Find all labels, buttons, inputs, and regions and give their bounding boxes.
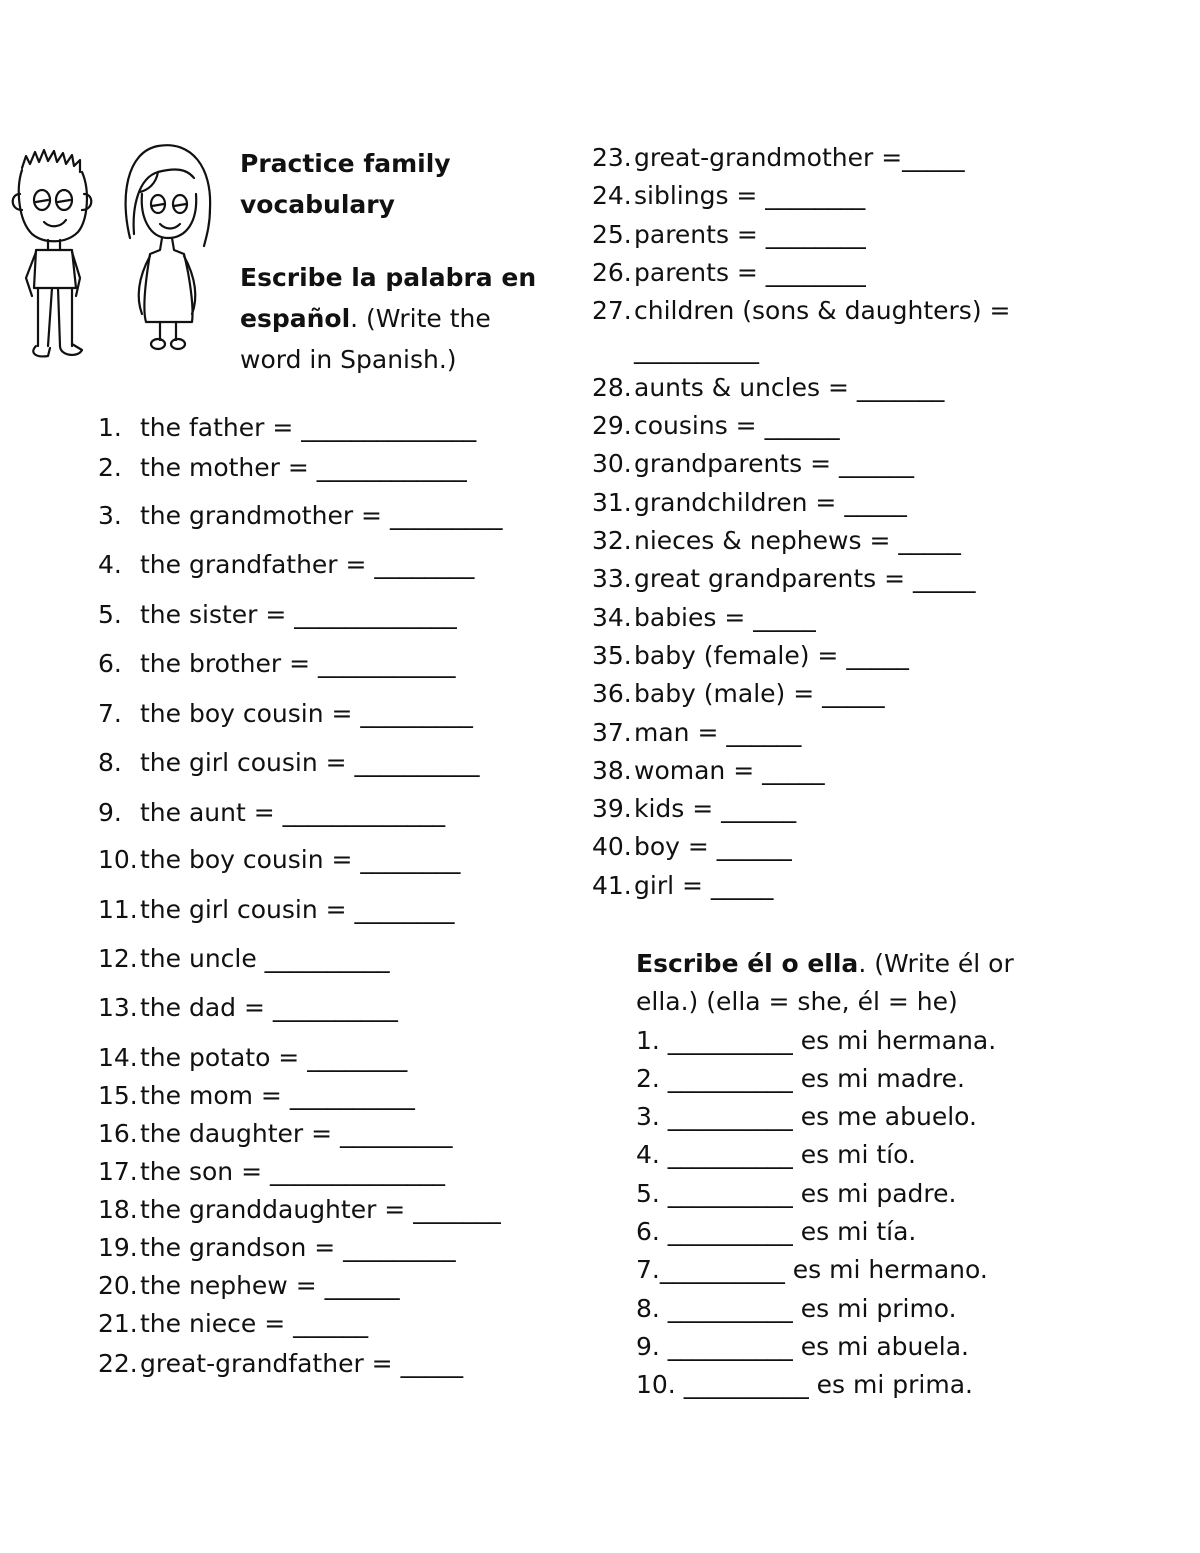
vocab-item [592,335,759,364]
vocab-item [98,1309,368,1338]
sentence-list [636,1022,1056,1405]
vocab-item [98,699,473,728]
vocab-item [98,1195,501,1224]
sentence-item: 9. __________ es mi abuela. [636,1331,969,1361]
item-number: 41. [592,871,632,900]
vocab-item [98,748,480,777]
item-text: the sister = _____________ [140,600,457,629]
vocab-item [98,944,390,973]
item-text: the grandmother = _________ [140,501,503,530]
item-number: 30. [592,449,632,478]
item-text: the granddaughter = _______ [140,1195,501,1224]
item-text: the mom = __________ [140,1081,415,1110]
item-number: 4. [98,550,122,579]
item-number: 2. [98,453,122,482]
sentence-item: 8. __________ es mi primo. [636,1293,957,1323]
item-text: the girl cousin = ________ [140,895,455,924]
item-number: 14. [98,1043,138,1072]
item-text: the brother = ___________ [140,649,456,678]
item-text: man = ______ [634,718,802,747]
vocab-item [592,603,816,632]
sentence-item: 3. __________ es me abuelo. [636,1102,977,1132]
item-text: the aunt = _____________ [140,798,446,827]
item-text: the uncle __________ [140,944,390,973]
vocab-item [98,845,460,874]
item-number: 36. [592,679,632,708]
item-number: 13. [98,993,138,1022]
item-text: grandchildren = _____ [634,488,907,517]
item-text: the daughter = _________ [140,1119,453,1148]
item-number: 3. [98,501,122,530]
item-text: nieces & nephews = _____ [634,526,961,555]
item-number: 25. [592,220,632,249]
vocab-item [98,413,476,442]
item-text: cousins = ______ [634,411,840,440]
item-number: 12. [98,944,138,973]
item-text: girl = _____ [634,871,774,900]
item-text: great-grandmother =_____ [634,143,965,172]
item-text: __________ [634,335,759,364]
vocab-item [592,296,1010,325]
item-text: baby (male) = _____ [634,679,885,708]
vocab-list-left [98,413,568,1393]
item-text: babies = _____ [634,603,816,632]
item-number: 40. [592,832,632,861]
instruction-line-1: Escribe la palabra en [240,263,537,292]
vocab-item [98,1233,456,1262]
item-number: 23. [592,143,632,172]
item-number: 33. [592,564,632,593]
item-text: the dad = __________ [140,993,398,1022]
instruction-bold-word: español [240,304,351,333]
vocab-item [98,600,457,629]
item-number: 7. [98,699,122,728]
item-text: the boy cousin = _________ [140,699,473,728]
sentence-item: 2. __________ es mi madre. [636,1063,965,1093]
item-number: 35. [592,641,632,670]
instruction-rest: . (Write the [350,304,491,333]
item-number: 38. [592,756,632,785]
item-number: 8. [98,748,122,777]
item-number: 29. [592,411,632,440]
vocab-item [592,794,796,823]
section2-title-rest: . (Write él or [858,949,1014,978]
vocab-item [592,411,840,440]
sentence-item: 10. __________ es mi prima. [636,1370,973,1400]
vocab-item [592,679,885,708]
item-number: 16. [98,1119,138,1148]
item-number: 18. [98,1195,138,1224]
item-text: woman = _____ [634,756,825,785]
vocab-item [98,1119,453,1148]
item-text: the nephew = ______ [140,1271,400,1300]
vocab-item [592,526,961,555]
item-text: the son = ______________ [140,1157,445,1186]
item-number: 24. [592,181,632,210]
vocab-item [98,649,456,678]
item-text: the niece = ______ [140,1309,369,1338]
vocab-item [98,1043,407,1072]
vocab-item [592,143,965,172]
item-text: parents = ________ [634,220,866,249]
vocab-item [592,832,792,861]
item-number: 37. [592,718,632,747]
vocab-item [592,756,825,785]
item-number: 1. [98,413,122,442]
item-number: 17. [98,1157,138,1186]
item-number [592,335,634,364]
item-number: 22. [98,1349,138,1378]
vocab-item [592,220,866,249]
vocab-item [592,373,944,402]
item-text: great-grandfather = _____ [140,1349,464,1378]
vocab-item [98,1271,400,1300]
vocab-item [592,718,801,747]
vocab-item [592,564,976,593]
title-line-1: Practice family [240,149,451,178]
item-number: 34. [592,603,632,632]
item-text: grandparents = ______ [634,449,914,478]
item-text: the father = ______________ [140,413,477,442]
section-el-ella [636,945,1056,1405]
girl-figure [126,145,211,349]
item-text: the mother = ____________ [140,453,467,482]
vocab-item [98,501,502,530]
sentence-item: 6. __________ es mi tía. [636,1217,917,1247]
item-number: 6. [98,649,122,678]
boy-figure [13,150,92,356]
item-text: parents = ________ [634,258,866,287]
item-text: children (sons & daughters) = [634,296,1011,325]
item-text: baby (female) = _____ [634,641,909,670]
vocab-item [98,1349,463,1378]
section2-title-bold: Escribe él o ella [636,949,859,978]
instruction-line-3: word in Spanish.) [240,345,457,374]
sentence-item: 5. __________ es mi padre. [636,1178,957,1208]
vocab-item [98,798,445,827]
vocab-item [592,449,914,478]
item-number: 39. [592,794,632,823]
item-number: 26. [592,258,632,287]
section2-line-2: ella.) (ella = she, él = he) [636,987,958,1017]
item-number: 5. [98,600,122,629]
title-line-2: vocabulary [240,190,395,219]
vocab-item [98,453,467,482]
vocab-item [592,181,865,210]
item-text: the grandfather = ________ [140,550,475,579]
item-number: 20. [98,1271,138,1300]
item-number: 15. [98,1081,138,1110]
item-text: aunts & uncles = _______ [634,373,945,402]
sentence-item: 7.__________ es mi hermano. [636,1255,988,1285]
item-text: the boy cousin = ________ [140,845,461,874]
item-text: great grandparents = _____ [634,564,976,593]
vocab-item [592,871,773,900]
item-text: the girl cousin = __________ [140,748,480,777]
worksheet-header [240,143,540,380]
item-text: the potato = ________ [140,1043,408,1072]
sentence-item: 4. __________ es mi tío. [636,1140,916,1170]
item-number: 10. [98,845,138,874]
item-number: 9. [98,798,122,827]
item-number: 11. [98,895,138,924]
item-number: 31. [592,488,632,517]
item-text: kids = ______ [634,794,797,823]
item-number: 28. [592,373,632,402]
section2-title [636,945,1056,983]
item-text: siblings = ________ [634,181,866,210]
vocab-item [592,641,909,670]
instruction-line-2 [240,298,540,339]
vocab-item [592,258,866,287]
item-number: 27. [592,296,632,325]
vocab-item [98,550,474,579]
boy-girl-illustration [8,138,228,368]
vocab-item [98,993,398,1022]
vocab-item [592,488,907,517]
item-number: 21. [98,1309,138,1338]
item-text: the grandson = _________ [140,1233,456,1262]
vocab-item [98,1081,415,1110]
item-text: boy = ______ [634,832,792,861]
sentence-item: 1. __________ es mi hermana. [636,1025,997,1055]
vocab-item [98,1157,445,1186]
vocab-item [98,895,455,924]
item-number: 19. [98,1233,138,1262]
item-number: 32. [592,526,632,555]
